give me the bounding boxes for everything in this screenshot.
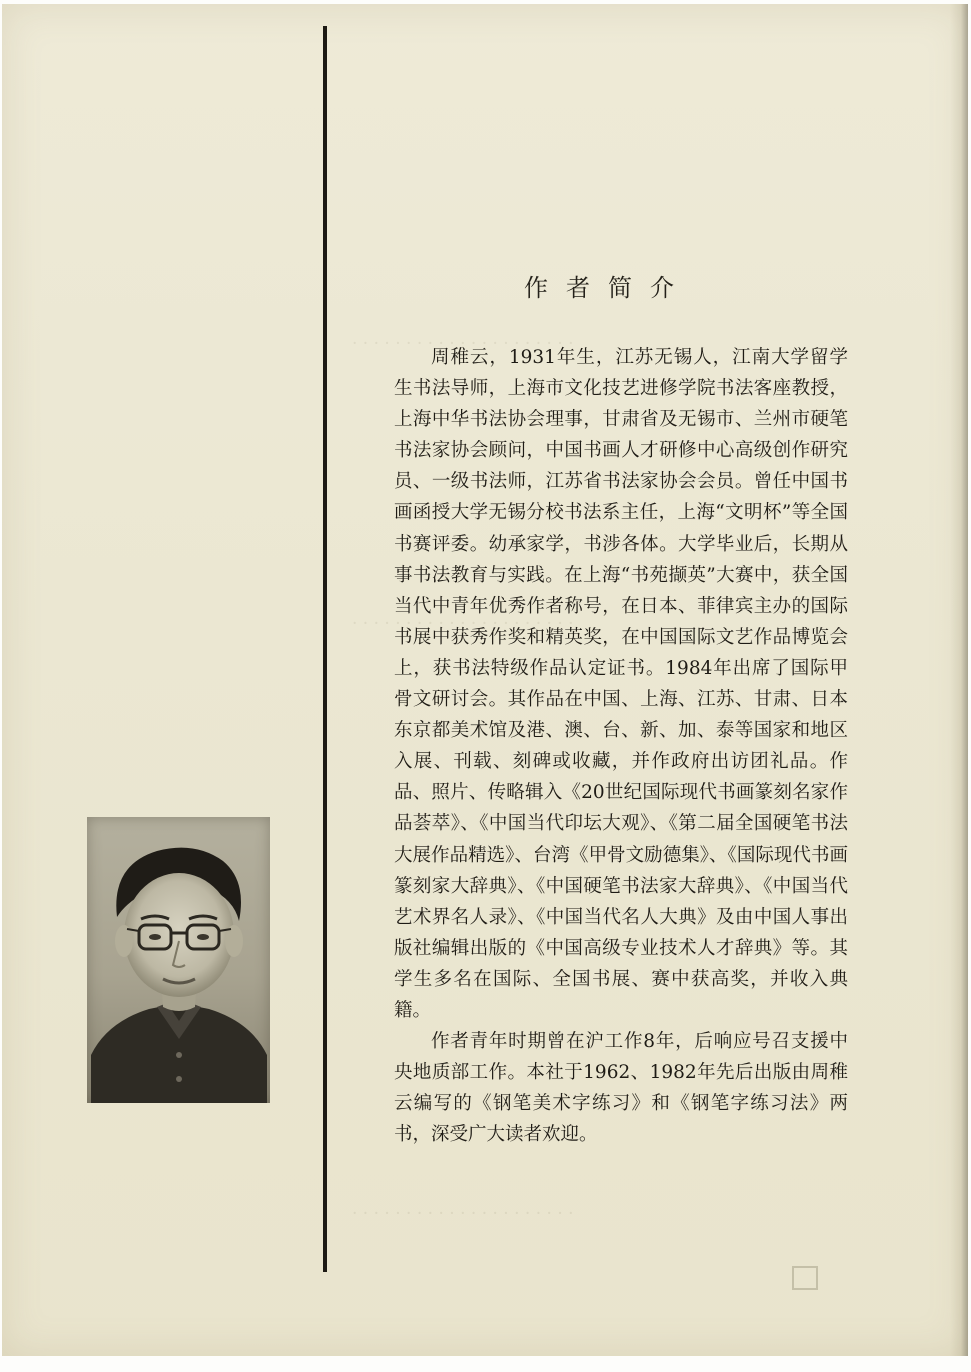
page-number-box: [792, 1266, 818, 1290]
book-page: [2, 4, 968, 1356]
bleed-through-text: · · · · · · · · · · · · · · · · · · · · ·: [352, 334, 574, 354]
vertical-rule: [323, 26, 327, 1272]
paragraph-1: 周稚云，1931年生，江苏无锡人，江南大学留学生书法导师，上海市文化技艺进修学院书法客座教授，上海中华书法协会理事，甘肃省及无锡市、兰州市硬笔书法家协会顾问，中国书画人才研修中心高级创作研究员、一级书法师，江苏省书法家协会会员。曾任中国书画函授大学无锡分校书法系主任，上海“文明杯”等全国书赛评委。幼承家学，书涉各体。大学毕业后，长期从事书法教育与实践。在上海“书苑撷英”大赛中，获全国当代中青年优秀作者称号，在日本、菲律宾主办的国际书展中获秀作奖和精英奖，在中国国际文艺作品博览会上，获书法特级作品认定证书。1984年出席了国际甲骨文研讨会。其作品在中国、上海、江苏、甘肃、日本东京都美术馆及港、澳、台、新、加、泰等国家和地区入展、刊载、刻碑或收藏，并作政府出访团礼品。作品、照片、传略辑入《20世纪国际现代书画篆刻名家作品荟萃》、《中国当代印坛大观》、《第二届全国硬笔书法大展作品精选》、台湾《甲骨文励德集》、《国际现代书画篆刻家大辞典》、《中国硬笔书法家大辞典》、《中国当代艺术界名人录》、《中国当代名人大典》及由中国人事出版社编辑出版的《中国高级专业技术人才辞典》等。其学生多名在国际、全国书展、赛中获高奖，并收入典籍。: [394, 347, 848, 1021]
author-portrait-photo: [87, 817, 270, 1103]
biography-text: [394, 342, 848, 1150]
paragraph-2: 作者青年时期曾在沪工作8年，后响应号召支援中央地质部工作。本社于1962、1982年先后出版由周稚云编写的《钢笔美术字练习》和《钢笔字练习法》两书，深受广大读者欢迎。: [394, 1031, 848, 1146]
bleed-through-text: · · · · · · · · · · · · · · · · · · · · ·: [352, 614, 574, 634]
bleed-through-text: · · · · · · · · · · · · · · · · · · · · ·: [352, 1204, 574, 1224]
page-edge-shadow: [950, 4, 968, 1356]
page-title: 作者简介: [524, 274, 692, 302]
